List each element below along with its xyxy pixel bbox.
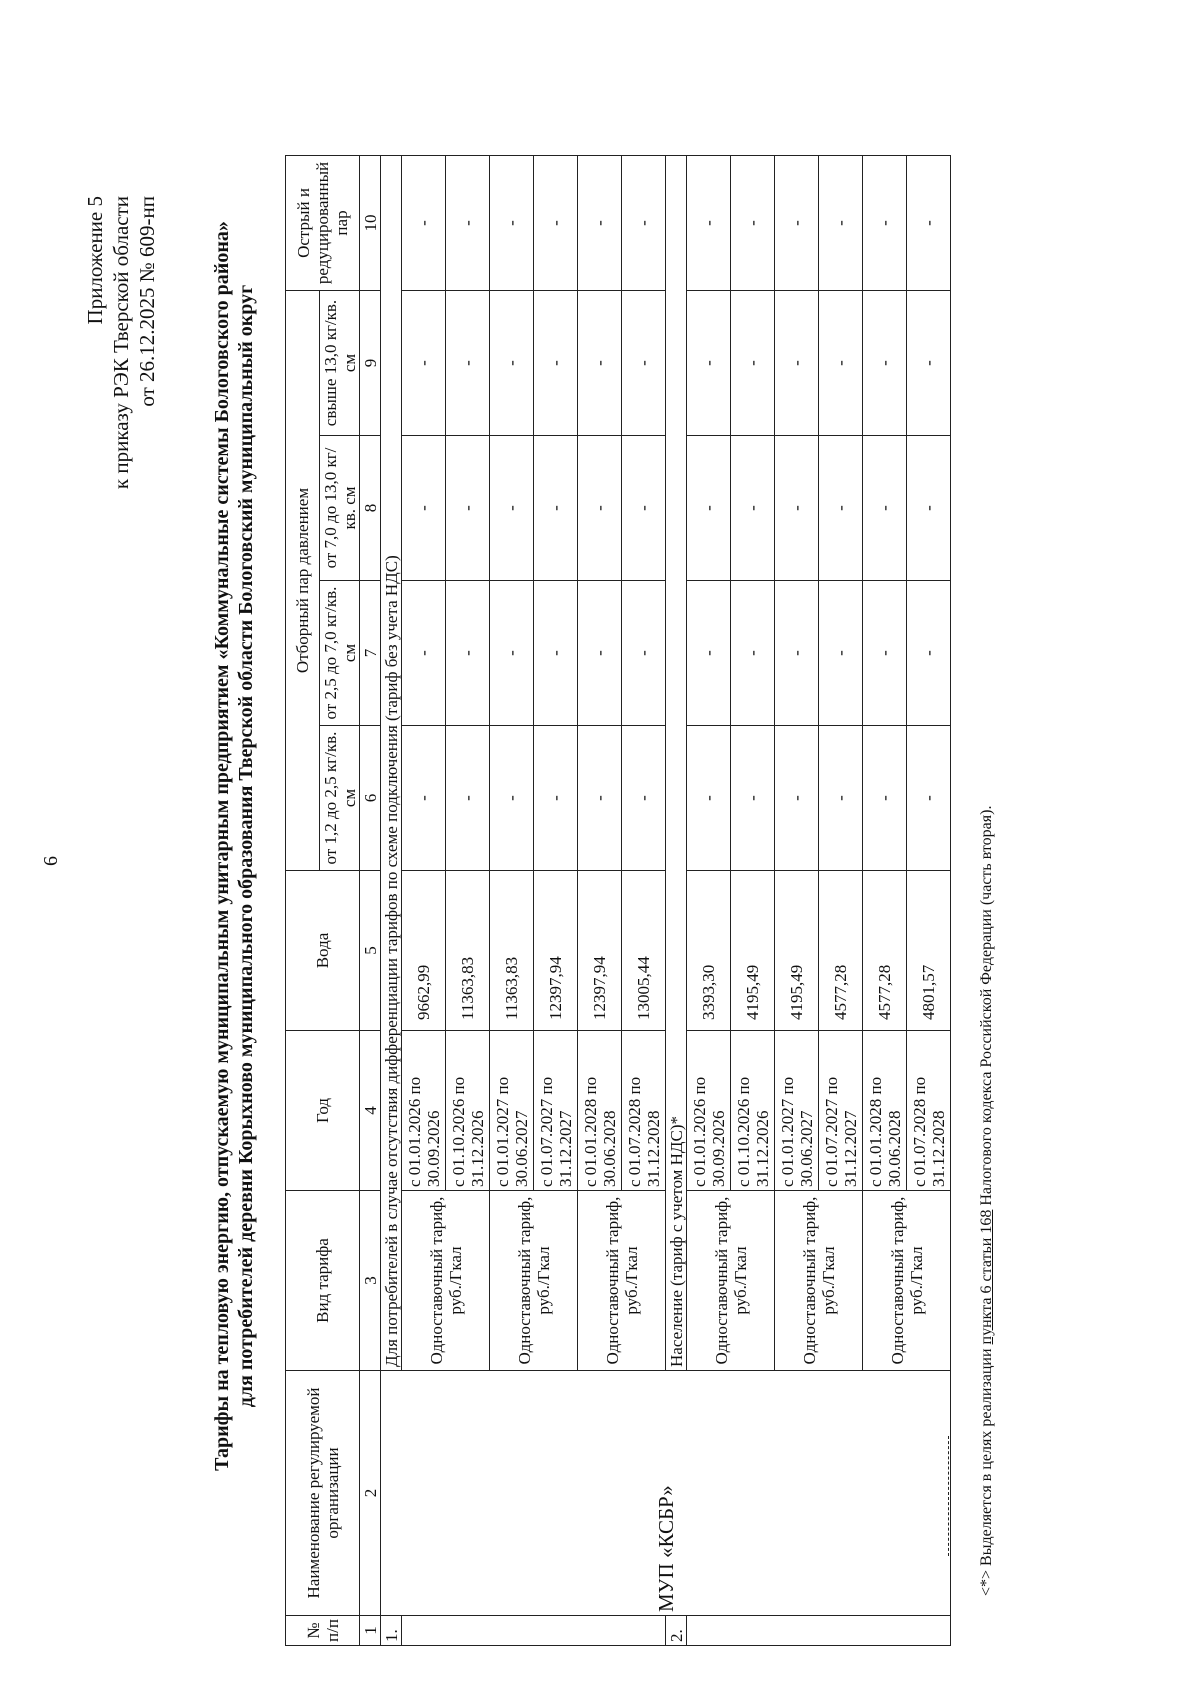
header-water: Вода: [286, 871, 360, 1031]
period-cell: с 01.07.2028 по 31.12.2028: [622, 1031, 666, 1191]
empty-num-cell: [687, 1616, 951, 1646]
tariff-type-cell: Одноставочный тариф, руб./Гкал: [402, 1191, 490, 1371]
column-number: 6: [360, 726, 381, 871]
water-tariff-cell: 4577,28: [819, 871, 863, 1031]
footnote-separator: [948, 1436, 949, 1556]
column-number: 5: [360, 871, 381, 1031]
column-numbers-row: [360, 155, 381, 1645]
empty-tariff-dash: -: [490, 436, 534, 581]
appendix-header: [82, 196, 160, 716]
water-tariff-cell: 12397,94: [534, 871, 578, 1031]
empty-tariff-dash: -: [775, 436, 819, 581]
empty-tariff-dash: -: [775, 155, 819, 290]
empty-tariff-dash: -: [687, 726, 731, 871]
empty-tariff-dash: -: [907, 436, 951, 581]
empty-tariff-dash: -: [863, 155, 907, 290]
header-tariff-type: Вид тарифа: [286, 1191, 360, 1371]
period-cell: с 01.01.2026 по 30.09.2026: [687, 1031, 731, 1191]
tariff-type-cell: Одноставочный тариф, руб./Гкал: [490, 1191, 578, 1371]
empty-tariff-dash: -: [534, 155, 578, 290]
empty-tariff-dash: -: [863, 436, 907, 581]
tariff-type-cell: Одноставочный тариф, руб./Гкал: [687, 1191, 775, 1371]
column-number: 10: [360, 155, 381, 290]
empty-tariff-dash: -: [863, 290, 907, 435]
water-tariff-cell: 11363,83: [446, 871, 490, 1031]
empty-tariff-dash: -: [402, 436, 446, 581]
period-cell: с 01.01.2028 по 30.06.2028: [863, 1031, 907, 1191]
appendix-line-3: от 26.12.2025 № 609-нп: [135, 196, 159, 407]
empty-tariff-dash: -: [731, 581, 775, 726]
empty-tariff-dash: -: [622, 581, 666, 726]
empty-tariff-dash: -: [402, 290, 446, 435]
empty-tariff-dash: -: [731, 436, 775, 581]
footnote-suffix: Налогового кодекса Российской Федерации (часть вторая).: [978, 805, 995, 1210]
header-sharp-steam: Острый и редуцированный пар: [286, 155, 360, 290]
empty-tariff-dash: -: [490, 155, 534, 290]
header-pressure-1: от 1,2 до 2,5 кг/кв. см: [320, 726, 360, 871]
section-row: [381, 155, 402, 1645]
empty-tariff-dash: -: [578, 155, 622, 290]
empty-tariff-dash: -: [622, 290, 666, 435]
header-num: № п/п: [286, 1616, 360, 1646]
empty-tariff-dash: -: [402, 155, 446, 290]
period-cell: с 01.07.2028 по 31.12.2028: [907, 1031, 951, 1191]
empty-tariff-dash: -: [402, 581, 446, 726]
period-cell: с 01.07.2027 по 31.12.2027: [819, 1031, 863, 1191]
empty-num-cell: [402, 1616, 666, 1646]
period-cell: с 01.01.2027 по 30.06.2027: [775, 1031, 819, 1191]
empty-tariff-dash: -: [687, 155, 731, 290]
empty-tariff-dash: -: [731, 726, 775, 871]
empty-tariff-dash: -: [775, 290, 819, 435]
column-number: 1: [360, 1616, 381, 1646]
header-year: Год: [286, 1031, 360, 1191]
page-number: 6: [40, 856, 62, 866]
empty-tariff-dash: -: [687, 290, 731, 435]
organization-name: МУП «КСБР»: [381, 1371, 951, 1616]
empty-tariff-dash: -: [819, 436, 863, 581]
empty-tariff-dash: -: [446, 726, 490, 871]
empty-tariff-dash: -: [819, 155, 863, 290]
empty-tariff-dash: -: [446, 436, 490, 581]
empty-tariff-dash: -: [622, 726, 666, 871]
appendix-line-1: Приложение 5: [83, 196, 107, 325]
empty-tariff-dash: -: [731, 290, 775, 435]
tariff-table: [285, 155, 951, 1646]
period-cell: с 01.01.2027 по 30.06.2027: [490, 1031, 534, 1191]
tariff-table-body: [381, 155, 951, 1645]
water-tariff-cell: 11363,83: [490, 871, 534, 1031]
water-tariff-cell: 3393,30: [687, 871, 731, 1031]
period-cell: с 01.07.2027 по 31.12.2027: [534, 1031, 578, 1191]
footnote: [978, 396, 996, 1596]
empty-tariff-dash: -: [578, 436, 622, 581]
section-label: Для потребителей в случае отсутствия дифференциации тарифов по схеме подключения (тариф без учета НДС): [381, 155, 402, 1370]
header-pressure-4: свыше 13,0 кг/кв. см: [320, 290, 360, 435]
empty-tariff-dash: -: [907, 290, 951, 435]
empty-tariff-dash: -: [907, 726, 951, 871]
empty-tariff-dash: -: [578, 726, 622, 871]
tariff-type-cell: Одноставочный тариф, руб./Гкал: [863, 1191, 951, 1371]
column-number: 8: [360, 436, 381, 581]
empty-tariff-dash: -: [578, 290, 622, 435]
period-cell: с 01.10.2026 по 31.12.2026: [446, 1031, 490, 1191]
section-number: 2.: [666, 1616, 687, 1646]
empty-tariff-dash: -: [775, 581, 819, 726]
appendix-line-2: к приказу РЭК Тверской области: [109, 196, 133, 490]
empty-tariff-dash: -: [819, 290, 863, 435]
rotated-page: [30, 30, 1170, 1666]
water-tariff-cell: 4195,49: [775, 871, 819, 1031]
header-pressure-2: от 2,5 до 7,0 кг/кв. см: [320, 581, 360, 726]
empty-tariff-dash: -: [622, 155, 666, 290]
empty-tariff-dash: -: [863, 581, 907, 726]
column-number: 4: [360, 1031, 381, 1191]
water-tariff-cell: 9662,99: [402, 871, 446, 1031]
empty-tariff-dash: -: [534, 436, 578, 581]
water-tariff-cell: 4577,28: [863, 871, 907, 1031]
tariff-type-cell: Одноставочный тариф, руб./Гкал: [578, 1191, 666, 1371]
period-cell: с 01.10.2026 по 31.12.2026: [731, 1031, 775, 1191]
footnote-link[interactable]: пункта 6 статьи 168: [978, 1209, 995, 1345]
water-tariff-cell: 4801,57: [907, 871, 951, 1031]
water-tariff-cell: 4195,49: [731, 871, 775, 1031]
empty-tariff-dash: -: [775, 726, 819, 871]
period-cell: с 01.01.2028 по 30.06.2028: [578, 1031, 622, 1191]
empty-tariff-dash: -: [731, 155, 775, 290]
empty-tariff-dash: -: [819, 581, 863, 726]
footnote-prefix: <*> Выделяется в целях реализации: [978, 1344, 995, 1596]
header-steam-group: Отборный пар давлением: [286, 290, 320, 870]
water-tariff-cell: 13005,44: [622, 871, 666, 1031]
section-label: Население (тариф с учетом НДС)*: [666, 155, 687, 1370]
empty-tariff-dash: -: [446, 581, 490, 726]
empty-tariff-dash: -: [863, 726, 907, 871]
column-number: 7: [360, 581, 381, 726]
empty-tariff-dash: -: [534, 290, 578, 435]
header-pressure-3: от 7,0 до 13,0 кг/кв. см: [320, 436, 360, 581]
period-cell: с 01.01.2026 по 30.09.2026: [402, 1031, 446, 1191]
empty-tariff-dash: -: [402, 726, 446, 871]
empty-tariff-dash: -: [490, 726, 534, 871]
document-title: [210, 106, 258, 1586]
empty-tariff-dash: -: [534, 726, 578, 871]
empty-tariff-dash: -: [534, 581, 578, 726]
water-tariff-cell: 12397,94: [578, 871, 622, 1031]
section-number: 1.: [381, 1616, 402, 1646]
header-org: Наименование регулируемой организации: [286, 1371, 360, 1616]
tariff-type-cell: Одноставочный тариф, руб./Гкал: [775, 1191, 863, 1371]
column-number: 9: [360, 290, 381, 435]
title-line-1: Тарифы на тепловую энергию, отпускаемую муниципальным унитарным предприятием «Коммунальные системы Бологовского района»: [211, 221, 233, 1471]
empty-tariff-dash: -: [578, 581, 622, 726]
empty-tariff-dash: -: [446, 155, 490, 290]
empty-tariff-dash: -: [490, 581, 534, 726]
empty-tariff-dash: -: [446, 290, 490, 435]
column-number: 3: [360, 1191, 381, 1371]
empty-tariff-dash: -: [490, 290, 534, 435]
empty-tariff-dash: -: [819, 726, 863, 871]
empty-tariff-dash: -: [907, 581, 951, 726]
column-number: 2: [360, 1371, 381, 1616]
empty-tariff-dash: -: [687, 581, 731, 726]
title-line-2: для потребителей деревни Корыхново муниципального образования Тверской области Бологовский муниципальный округ: [235, 284, 257, 1408]
empty-tariff-dash: -: [907, 155, 951, 290]
empty-tariff-dash: -: [622, 436, 666, 581]
empty-tariff-dash: -: [687, 436, 731, 581]
